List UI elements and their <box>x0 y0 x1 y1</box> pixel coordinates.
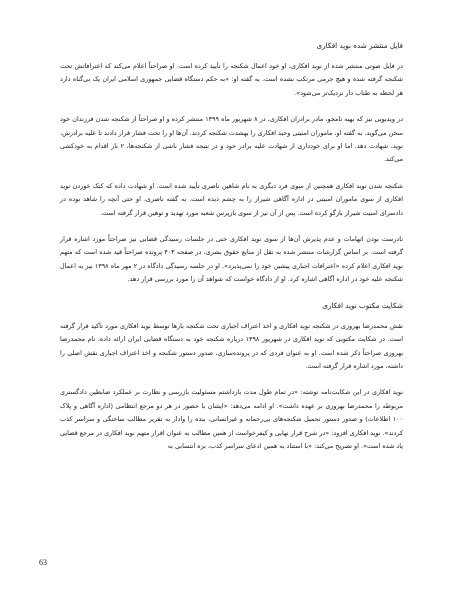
paragraph-audio-file: در فایل صوتی منتشر شده از نوید افکاری، او خود اعمال شکنجه را تأیید کرده است. او صراحتاً اعلام می‌کند که اعترافاتش تحت شکنجه گرفته شده و هیچ جرمی مرتکب نشده است. به گفته او: «به حکم دستگاه قضایی جمهوری اسلامی ایران یک بی‌گناه دارد هر لحظه به طناب دار نزدیک‌تر می‌شود». <box>60 62 403 97</box>
page-content <box>60 40 403 466</box>
paragraph-behroozi-role: نقش محمدرضا بهروزی در شکنجه نوید افکاری و اخذ اعتراف اجباری تحت شکنجه بارها توسط نوید افکاری مورد تأکید قرار گرفته است. در شکایت مکتوبی که نوید افکاری در شهریور ۱۳۹۸ درباره شکنجه خود به دستگاه قضایی ایران ارائه داده، نام محمدرضا بهروزی صراحتاً ذکر شده است. او به عنوان فردی که در پرونده‌سازی، صدور دستور شکنجه و اخذ اعتراف اجباری نقش اصلی را داشته، مورد اشاره قرار گرفته است. <box>60 321 404 370</box>
paragraph-mother-video: در ویدیویی نیز که بهیه نامجو، مادر برادران افکاری، در ۸ شهریور ماه ۱۳۹۹ منتشر کرده و او صراحتاً از شکنجه شدن فرزندان خود سخن می‌گوید. به گفته او، ماموران امنیتی وحید افکاری را بهشدت شکنجه کردند. آن‌ها او را تحت فشار قرار دادند تا علیه برادرش، نوید، شهادت دهد. اما او برای خودداری از شهادت علیه برادر خود و در نتیجه فشار ناشی از شکنجه‌ها، ۲ بار اقدام به خودکشی می‌کند. <box>60 115 403 164</box>
section-heading-written-complaint: شکایت مکتوب نوید افکاری <box>322 300 403 310</box>
paragraph-shahin-naseri: شکنجه شدن نوید افکاری همچنین از سوی فرد دیگری به نام شاهین ناصری تأیید شده است. او شهادت داده که کتک خوردن نوید افکاری از سوی ماموران امنیتی در اداره آگاهی شیراز را به چشم دیده است. به گفته ناصری، او حتی آنچه را شاهد بوده در دادسرای امنیت شیراز بازگو کرده است. پس از آن نیز از سوی بازپرس شعبه مورد تهدید و توهین قرار گرفته است. <box>60 181 403 217</box>
section-heading-audio-file: فایل منتشر شده نوید افکاری <box>316 41 403 50</box>
paragraph-court-hearings: نادرست بودن اتهامات و عدم پذیرش آن‌ها از سوی نوید افکاری حتی در جلسات رسیدگی قضایی نیز صراحتاً مورد اشاره قرار گرفته است. بر اساس گزارشات منتشر شده به نقل از منابع حقوق بشری، در صفحه ۴۰۳ پرونده صراحتاً قید شده است که متهم نوید افکاری اعلام کرده «اعترافات اجباری پیشین خود را نمی‌پذیرد». او در جلسه رسیدگی دادگاه در ۲ مهر ماه ۱۳۹۸ نیز به اعمال شکنجه علیه خود در اداره آگاهی اشاره کرد. او از دادگاه خواست که شواهد آن را مورد بررسی قرار دهد. <box>60 235 404 284</box>
paragraph-complaint-quotes: نوید افکاری در این شکایت‌نامه نوشته: «در تمام طول مدت بازداشتم مسئولیت بازرسی و نظارت بر عملکرد ضابطین دادگستری مربوطه را محمدرضا بهروزی بر عهده داشت». او ادامه می‌دهد: «ایشان با حضور در هر دو مرجع انتظامی (اداره آگاهی و پلاک ۱۰۰ اطلاعات) و صدور دستور تحمیل شکنجه‌های بی‌رحمانه و غیرانسانی، بنده را وادار به تقریر مطالب ساختگی و سراسر کذب کردند». نوید افکاری افزود: «در شرح قرار نهایی و کیفرخواست از همین مطالب به عنوان اقرار متهم نوید افکاری در مرجع قضایی یاد شده است». او تصریح می‌کند: «با استناد به همین ادعای سراسر کذب، بزه انتسابی به <box>60 388 403 450</box>
page-number: 63 <box>39 558 47 567</box>
